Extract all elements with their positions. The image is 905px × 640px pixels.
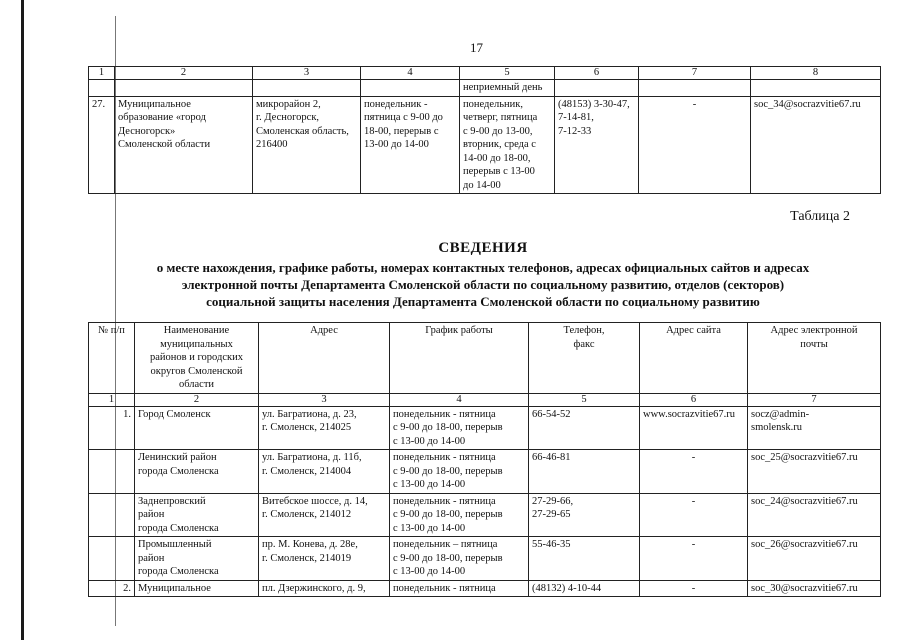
row-schedule: понедельник - пятница с 9-00 до 18-00, перерыв с 13-00 до 14-00 [390, 406, 529, 450]
row-email: soc_26@socrazvitie67.ru [748, 537, 881, 581]
row-address: ул. Багратиона, д. 11б, г. Смоленск, 214004 [259, 450, 390, 494]
section-title: СВЕДЕНИЯ [438, 240, 528, 256]
row-schedule: понедельник - пятница с 9-00 до 18-00, перерыв с 13-00 до 14-00 [361, 96, 460, 194]
row-name: Муниципальное образование «город Десногорск» Смоленской области [115, 96, 253, 194]
row-name: Промышленный район города Смоленска [135, 537, 259, 581]
row-schedule: понедельник - пятница с 9-00 до 18-00, перерыв с 13-00 до 14-00 [390, 493, 529, 537]
row-name: Город Смоленск [135, 406, 259, 450]
scan-edge-line [21, 0, 24, 640]
table-row [89, 537, 881, 581]
header-num: № п/п [89, 323, 135, 394]
row-schedule: понедельник – пятница с 9-00 до 18-00, перерыв с 13-00 до 14-00 [390, 537, 529, 581]
row-phone: 55-46-35 [529, 537, 640, 581]
row-site: - [639, 96, 751, 194]
table-row [89, 406, 881, 450]
table-1 [88, 66, 881, 194]
row-schedule: понедельник - пятница с 9-00 до 18-00, перерыв с 13-00 до 14-00 [390, 450, 529, 494]
table-2 [88, 322, 881, 597]
row-site: - [640, 450, 748, 494]
header-site: Адрес сайта [640, 323, 748, 394]
table-2-column-numbers: 1 2 3 4 5 6 7 [89, 393, 881, 406]
row-site: - [640, 537, 748, 581]
row-phone: 66-54-52 [529, 406, 640, 450]
row-number [89, 493, 135, 537]
row-phone: (48132) 4-10-44 [529, 580, 640, 597]
section-subtitle-line-2: электронной почты Департамента Смоленской области по социальному развитию, отделов (секторов) [181, 277, 785, 292]
row-number [89, 450, 135, 494]
section-subtitle-line-3: социальной защиты населения Департамента Смоленской области по социальному развитию [206, 294, 760, 309]
row-address: микрорайон 2, г. Десногорск, Смоленская область, 216400 [253, 96, 361, 194]
row-number: 2. [89, 580, 135, 597]
table-row [89, 493, 881, 537]
table-row [89, 580, 881, 597]
row-site: - [640, 580, 748, 597]
row-schedule: понедельник - пятница [390, 580, 529, 597]
row-address: пр. М. Конева, д. 28е, г. Смоленск, 214019 [259, 537, 390, 581]
table-2-header-row [89, 323, 881, 394]
row-phone: (48153) 3-30-47, 7-14-81, 7-12-33 [555, 96, 639, 194]
row-email: socz@admin- smolensk.ru [748, 406, 881, 450]
table-1-continuation-row [89, 80, 881, 97]
row-number: 27. [89, 96, 115, 194]
header-phone: Телефон, факс [529, 323, 640, 394]
header-name: Наименование муниципальных районов и городских округов Смоленской области [135, 323, 259, 394]
row-email: soc_34@socrazvitie67.ru [751, 96, 881, 194]
table-row [89, 450, 881, 494]
table-1-column-numbers: 1 2 3 4 5 6 7 8 [89, 67, 881, 80]
header-email: Адрес электронной почты [748, 323, 881, 394]
row-name: Заднепровский район города Смоленска [135, 493, 259, 537]
row-number [89, 537, 135, 581]
row-name: Ленинский район города Смоленска [135, 450, 259, 494]
row-address: Витебское шоссе, д. 14, г. Смоленск, 214012 [259, 493, 390, 537]
row-phone: 27-29-66, 27-29-65 [529, 493, 640, 537]
section-subtitle-line-1: о месте нахождения, графике работы, номерах контактных телефонов, адресах официальных сайтов и адресах [156, 260, 810, 275]
header-address: Адрес [259, 323, 390, 394]
row-site: - [640, 493, 748, 537]
row-email: soc_30@socrazvitie67.ru [748, 580, 881, 597]
page-number: 17 [470, 40, 483, 55]
row-site: www.socrazvitie67.ru [640, 406, 748, 450]
row-name: Муниципальное [135, 580, 259, 597]
row-phone: 66-46-81 [529, 450, 640, 494]
header-schedule: График работы [390, 323, 529, 394]
continuation-text: неприемный день [460, 80, 555, 97]
row-reception: понедельник, четверг, пятница с 9-00 до 13-00, вторник, среда с 14-00 до 18-00, перерыв с 13-00 до 14-00 [460, 96, 555, 194]
row-email: soc_24@socrazvitie67.ru [748, 493, 881, 537]
row-address: ул. Багратиона, д. 23, г. Смоленск, 214025 [259, 406, 390, 450]
table-label: Таблица 2 [790, 209, 850, 224]
row-email: soc_25@socrazvitie67.ru [748, 450, 881, 494]
row-address: пл. Дзержинского, д. 9, [259, 580, 390, 597]
row-number: 1. [89, 406, 135, 450]
table-row [89, 96, 881, 194]
